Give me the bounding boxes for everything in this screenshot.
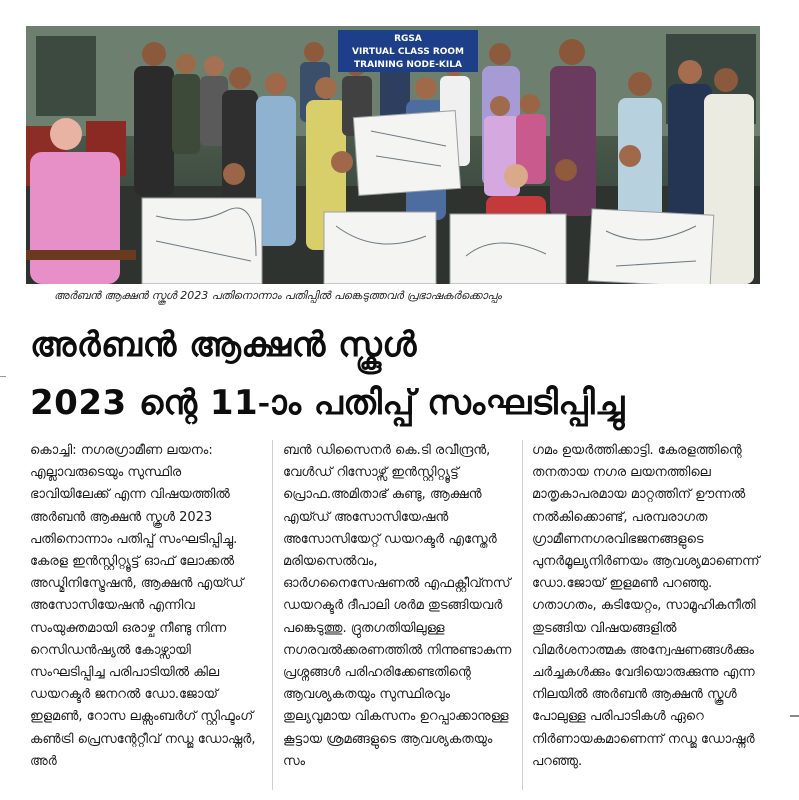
article-text: ഗമം ഉയർത്തിക്കാട്ടി. കേരളത്തിന്റെ തനതായ നഗര ലയനത്തിലെ മാതൃകാപരമായ മാറ്റത്തിന് ഊന്നൽ നൽകിക്കൊണ്ട്, പരമ്പരാഗത ഗ്രാമീണനഗരവിഭജനങ്ങളുടെ പുനർമൂല്യനിർണയം ആവശ്യമാണെന്ന് ഡോ.ജോയ് ഇളമൺ പറഞ്ഞു. ഗതാഗതം, കുടിയേറ്റം, സാമൂഹികനീതി തുടങ്ങിയ വിഷയങ്ങളിൽ വിമർശനാത്മക അന്വേഷണങ്ങൾക്കും ചർച്ചകൾക്കും വേദിയൊരുക്കുന്നു എന്ന നിലയിൽ അർബൻ ആക്ഷൻ സ്കൂൾ പോലുള്ള പരിപാടികൾ ഏറെ നിർണായകമാണെന്ന് നഡ്ജ ഡോഷ്നർ പറഞ്ഞു. (532, 443, 760, 769)
headline-line-1: അർബൻ ആക്ഷൻ സ്കൂൾ (30, 325, 417, 365)
margin-mark (790, 715, 799, 717)
article-column-3 (532, 440, 764, 795)
photo-caption: അർബൻ ആക്ഷൻ സ്കൂൾ 2023 പതിനൊന്നാം പതിപ്പിൽ പങ്കെടുത്തവർ പ്രഭാഷകർക്കൊപ്പം (54, 289, 502, 302)
headline-line-2: 2023 ന്റെ 11-ാം പതിപ്പ് സംഘടിപ്പിച്ചു (30, 383, 625, 423)
virtual-classroom-sign (338, 30, 478, 72)
article-column-2 (283, 440, 515, 795)
article-text: കൊച്ചി: നഗരഗ്രാമീണ ലയനം: എല്ലാവരുടെയും സുസ്ഥിര ഭാവിയിലേക്ക് എന്ന വിഷയത്തിൽ അർബൻ ആക്ഷൻ സ്കൂൾ 2023 പതിനൊന്നാം പതിപ്പ് സംഘടിപ്പിച്ചു. കേരള ഇൻസ്റ്റിറ്റ്യൂട്ട് ഓഫ് ലോക്കൽ അഡ്മിനിസ്ട്രേഷൻ, ആക്ഷൻ എയ്ഡ് അസോസിയേഷൻ എന്നിവ സംയുക്തമായി ഒരാഴ്ച നീണ്ടു നിന്ന റെസിഡൻഷ്യൽ കോഴ്സായി സംഘടിപ്പിച്ച പരിപാടിയിൽ കില ഡയറക്ടർ ജനറൽ ഡോ.ജോയ് ഇളമൺ, റോസ ലക്സംബർഗ് സ്റ്റിഫ്ടംഗ് കൺട്രി പ്രെസന്റേറ്റീവ് നഡ്ജ ഡോഷ്നർ, അർ (30, 443, 256, 769)
article-column-1 (30, 440, 262, 795)
sign-line-2: VIRTUAL CLASS ROOM (351, 47, 465, 57)
column-divider (272, 440, 273, 790)
column-divider (522, 440, 523, 790)
sign-line-3: TRAINING NODE-KILA (354, 60, 462, 70)
margin-mark (0, 376, 6, 377)
group-photo (26, 26, 760, 284)
article-text: ബൻ ഡിസൈനർ കെ.ടി രവീന്ദ്രൻ, വേൾഡ് റിസോഴ്സ് ഇൻസ്റ്റിറ്റ്യൂട്ട് പ്രൊഫ.അമിതാഭ് കുണ്ടു, ആക്ഷൻ എയ്ഡ് അസോസിയേഷൻ അസോസിയേറ്റ് ഡയറക്ടർ എസ്തേർ മരിയസെൽവം, ഓർഗനൈസേഷണൽ എഫക്റ്റീവ്നസ് ഡയറക്ടർ ദീപാലി ശർമ തുടങ്ങിയവർ പങ്കെടുത്തു. ദ്രുതഗതിയിലുള്ള നഗരവൽക്കരണത്തിൽ നിന്നുണ്ടാകുന്ന പ്രശ്നങ്ങൾ പരിഹരിക്കേണ്ടതിന്റെ ആവശ്യകതയും സുസ്ഥിരവും തുല്യവുമായ വികസനം ഉറപ്പാക്കാനുള്ള കൂട്ടായ ശ്രമങ്ങളുടെ ആവശ്യകതയും സം (283, 443, 512, 769)
sign-line-1: RGSA (394, 34, 422, 44)
